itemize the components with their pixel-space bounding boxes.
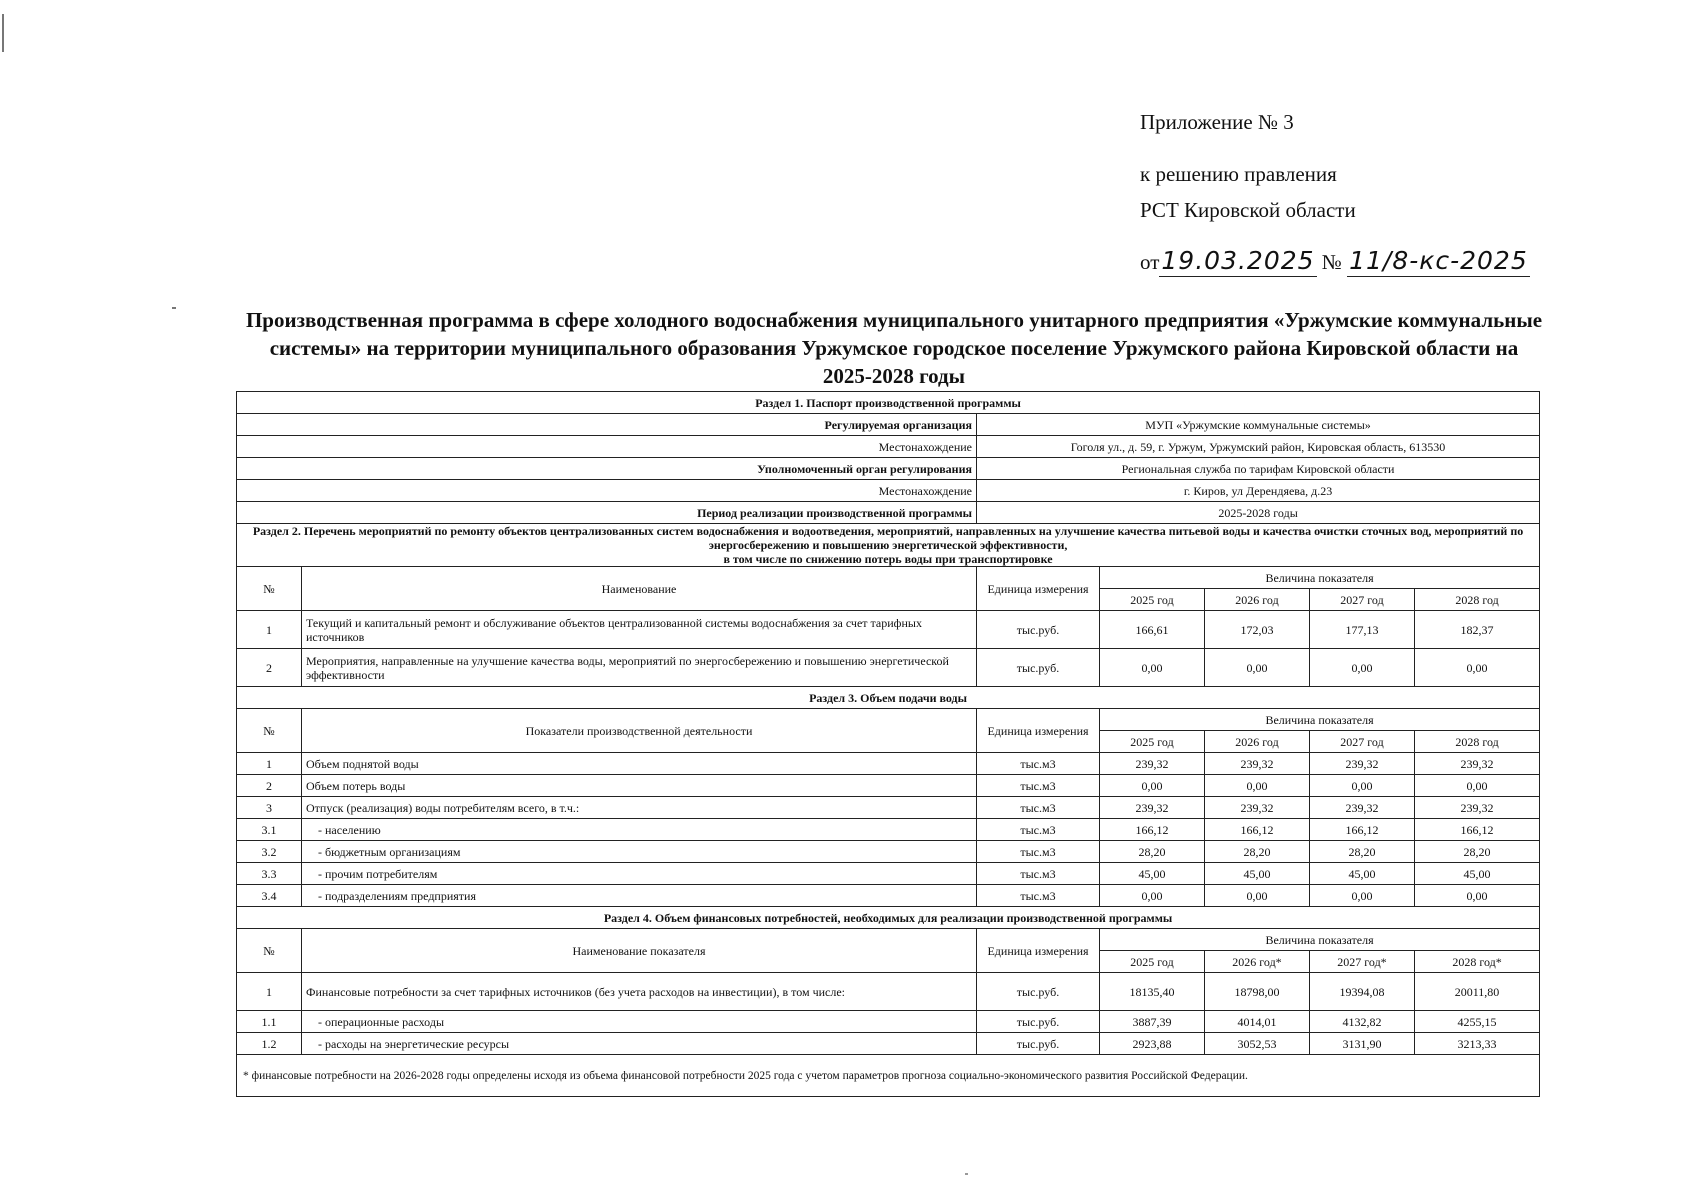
passport-label: Местонахождение [237, 480, 977, 502]
year-header: 2027 год* [1310, 951, 1415, 973]
row-name: - операционные расходы [302, 1011, 977, 1033]
col-number-header: № [237, 567, 302, 611]
row-value: 45,00 [1310, 863, 1415, 885]
section3-title: Раздел 3. Объем подачи воды [237, 687, 1540, 709]
year-header: 2027 год [1310, 731, 1415, 753]
row-value: 45,00 [1415, 863, 1540, 885]
row-value: 28,20 [1415, 841, 1540, 863]
row-number: 2 [237, 775, 302, 797]
row-unit: тыс.руб. [977, 649, 1100, 687]
year-header: 2027 год [1310, 589, 1415, 611]
row-unit: тыс.руб. [977, 611, 1100, 649]
appendix-org: РСТ Кировской области [1140, 198, 1356, 222]
passport-value: г. Киров, ул Дерендяева, д.23 [977, 480, 1540, 502]
row-value: 45,00 [1100, 863, 1205, 885]
passport-label: Местонахождение [237, 436, 977, 458]
row-value: 166,12 [1100, 819, 1205, 841]
row-value: 239,32 [1310, 797, 1415, 819]
row-value: 0,00 [1415, 775, 1540, 797]
row-value: 3131,90 [1310, 1033, 1415, 1055]
section1-title: Раздел 1. Паспорт производственной программы [237, 392, 1540, 414]
appendix-number: Приложение № 3 [1140, 110, 1294, 134]
row-unit: тыс.м3 [977, 775, 1100, 797]
row-value: 18135,40 [1100, 973, 1205, 1011]
col-unit-header: Единица измерения [977, 929, 1100, 973]
row-unit: тыс.м3 [977, 841, 1100, 863]
row-number: 1.1 [237, 1011, 302, 1033]
handwritten-number: 11/8-кс-2025 [1349, 246, 1528, 275]
row-name: - прочим потребителям [302, 863, 977, 885]
appendix-date-line [1140, 244, 1530, 280]
row-value: 4132,82 [1310, 1011, 1415, 1033]
row-number: 3.2 [237, 841, 302, 863]
row-name: - подразделениям предприятия [302, 885, 977, 907]
col-number-header: № [237, 929, 302, 973]
row-value: 20011,80 [1415, 973, 1540, 1011]
row-number: 1.2 [237, 1033, 302, 1055]
row-value: 0,00 [1415, 649, 1540, 687]
scan-edge-mark [2, 14, 4, 52]
row-value: 239,32 [1415, 753, 1540, 775]
row-value: 0,00 [1310, 885, 1415, 907]
row-unit: тыс.м3 [977, 797, 1100, 819]
year-header: 2028 год [1415, 731, 1540, 753]
row-value: 3052,53 [1205, 1033, 1310, 1055]
scan-dot-mark [172, 307, 176, 309]
row-value: 172,03 [1205, 611, 1310, 649]
row-number: 3.1 [237, 819, 302, 841]
handwritten-date: 19.03.2025 [1161, 246, 1315, 275]
passport-value: МУП «Уржумские коммунальные системы» [977, 414, 1540, 436]
row-number: 1 [237, 753, 302, 775]
row-name: - населению [302, 819, 977, 841]
col-unit-header: Единица измерения [977, 567, 1100, 611]
col-name-header: Наименование показателя [302, 929, 977, 973]
row-name: Мероприятия, направленные на улучшение качества воды, мероприятий по энергосбережению и повышению энергетической эффективности [302, 649, 977, 687]
row-value: 239,32 [1100, 753, 1205, 775]
row-unit: тыс.руб. [977, 973, 1100, 1011]
program-table [236, 391, 1540, 1097]
row-value: 0,00 [1100, 649, 1205, 687]
row-name: Отпуск (реализация) воды потребителям всего, в т.ч.: [302, 797, 977, 819]
scan-dot-mark-bottom [965, 1173, 968, 1175]
col-unit-header: Единица измерения [977, 709, 1100, 753]
passport-label: Регулируемая организация [237, 414, 977, 436]
row-value: 0,00 [1205, 885, 1310, 907]
row-name: Текущий и капитальный ремонт и обслуживание объектов централизованной системы водоснабжения за счет тарифных источников [302, 611, 977, 649]
row-number: 1 [237, 973, 302, 1011]
year-header: 2026 год* [1205, 951, 1310, 973]
col-name-header: Наименование [302, 567, 977, 611]
section2-title [237, 524, 1540, 567]
row-number: 1 [237, 611, 302, 649]
appendix-block [1140, 104, 1530, 280]
footnote: * финансовые потребности на 2026-2028 годы определены исходя из объема финансовой потребности 2025 года с учетом параметров прогноза социально-экономического развития Российской Федерации. [237, 1055, 1540, 1097]
row-value: 166,61 [1100, 611, 1205, 649]
row-number: 3.4 [237, 885, 302, 907]
row-value: 239,32 [1205, 753, 1310, 775]
row-unit: тыс.м3 [977, 885, 1100, 907]
from-label: от [1140, 250, 1160, 274]
row-value: 0,00 [1310, 775, 1415, 797]
col-name-header: Показатели производственной деятельности [302, 709, 977, 753]
row-unit: тыс.руб. [977, 1033, 1100, 1055]
row-name: - бюджетным организациям [302, 841, 977, 863]
row-value: 0,00 [1205, 775, 1310, 797]
row-value: 28,20 [1100, 841, 1205, 863]
col-value-header: Величина показателя [1100, 929, 1540, 951]
row-value: 166,12 [1415, 819, 1540, 841]
section4-title: Раздел 4. Объем финансовых потребностей, необходимых для реализации производственной программы [237, 907, 1540, 929]
passport-value: 2025-2028 годы [977, 502, 1540, 524]
row-name: - расходы на энергетические ресурсы [302, 1033, 977, 1055]
row-value: 239,32 [1100, 797, 1205, 819]
year-header: 2025 год [1100, 951, 1205, 973]
document-title: Производственная программа в сфере холодного водоснабжения муниципального унитарного предприятия «Уржумские коммунальные системы» на территории муниципального образования Уржумское городское поселение Уржумского района Кировской области на 2025-2028 годы [245, 308, 1543, 388]
row-number: 2 [237, 649, 302, 687]
year-header: 2028 год* [1415, 951, 1540, 973]
row-name: Объем потерь воды [302, 775, 977, 797]
year-header: 2026 год [1205, 731, 1310, 753]
row-value: 239,32 [1310, 753, 1415, 775]
col-number-header: № [237, 709, 302, 753]
passport-label: Уполномоченный орган регулирования [237, 458, 977, 480]
row-value: 18798,00 [1205, 973, 1310, 1011]
row-name: Объем поднятой воды [302, 753, 977, 775]
row-value: 0,00 [1100, 885, 1205, 907]
col-value-header: Величина показателя [1100, 567, 1540, 589]
passport-value: Региональная служба по тарифам Кировской области [977, 458, 1540, 480]
row-name: Финансовые потребности за счет тарифных источников (без учета расходов на инвестиции), в том числе: [302, 973, 977, 1011]
row-unit: тыс.руб. [977, 1011, 1100, 1033]
row-value: 4255,15 [1415, 1011, 1540, 1033]
row-unit: тыс.м3 [977, 819, 1100, 841]
row-value: 19394,08 [1310, 973, 1415, 1011]
row-value: 0,00 [1310, 649, 1415, 687]
row-number: 3.3 [237, 863, 302, 885]
row-value: 166,12 [1205, 819, 1310, 841]
row-value: 0,00 [1415, 885, 1540, 907]
row-value: 0,00 [1205, 649, 1310, 687]
row-value: 28,20 [1205, 841, 1310, 863]
row-value: 3213,33 [1415, 1033, 1540, 1055]
row-value: 239,32 [1205, 797, 1310, 819]
row-value: 182,37 [1415, 611, 1540, 649]
row-value: 4014,01 [1205, 1011, 1310, 1033]
row-unit: тыс.м3 [977, 863, 1100, 885]
year-header: 2026 год [1205, 589, 1310, 611]
row-value: 28,20 [1310, 841, 1415, 863]
year-header: 2025 год [1100, 731, 1205, 753]
passport-value: Гоголя ул., д. 59, г. Уржум, Уржумский район, Кировская область, 613530 [977, 436, 1540, 458]
row-value: 166,12 [1310, 819, 1415, 841]
row-value: 177,13 [1310, 611, 1415, 649]
col-value-header: Величина показателя [1100, 709, 1540, 731]
row-number: 3 [237, 797, 302, 819]
row-value: 45,00 [1205, 863, 1310, 885]
section2-title-line2: в том числе по снижению потерь воды при транспортировке [723, 552, 1053, 566]
section2-title-line1: Раздел 2. Перечень мероприятий по ремонту объектов централизованных систем водоснабжения и водоотведения, мероприятий, направленных на улучшение качества питьевой воды и качества очистки сточных вод, мероприятий по энергосбережению и повышению энергетической эффективности, [252, 524, 1524, 552]
row-value: 0,00 [1100, 775, 1205, 797]
passport-label: Период реализации производственной программы [237, 502, 977, 524]
year-header: 2028 год [1415, 589, 1540, 611]
row-unit: тыс.м3 [977, 753, 1100, 775]
appendix-decision: к решению правления [1140, 162, 1337, 186]
row-value: 2923,88 [1100, 1033, 1205, 1055]
row-value: 3887,39 [1100, 1011, 1205, 1033]
number-label: № [1321, 250, 1342, 274]
row-value: 239,32 [1415, 797, 1540, 819]
year-header: 2025 год [1100, 589, 1205, 611]
